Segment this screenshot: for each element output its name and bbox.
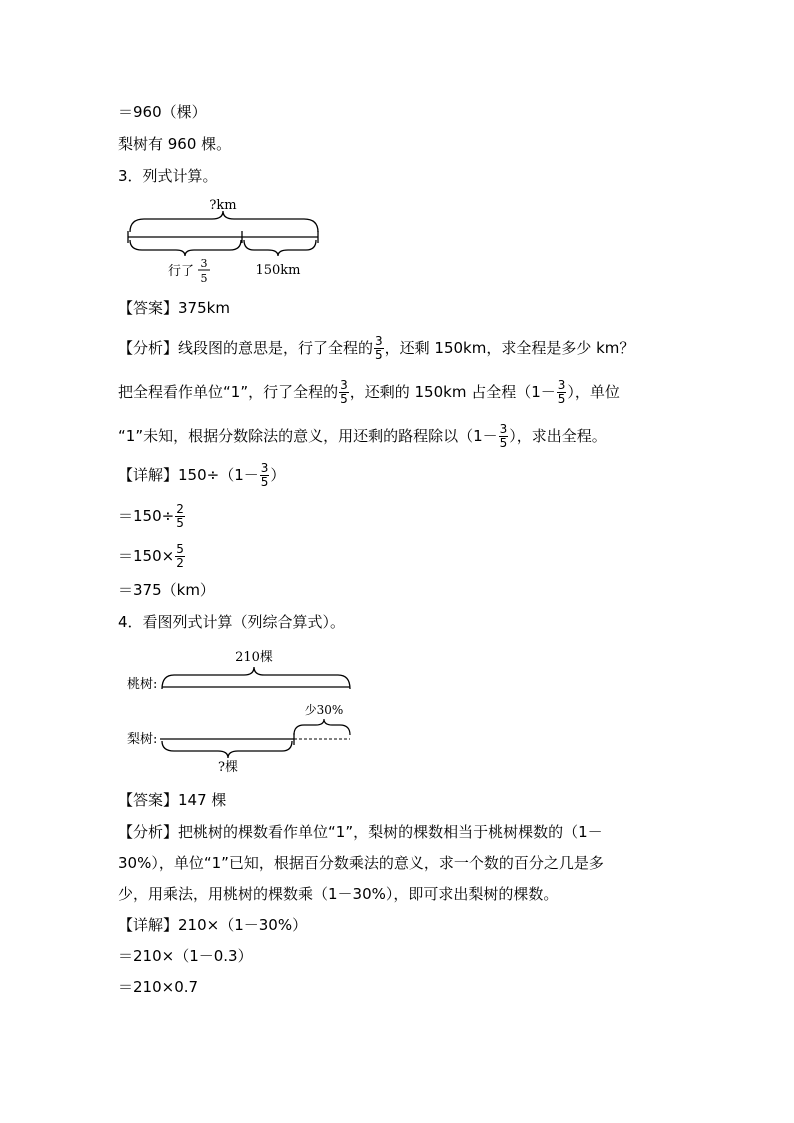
fraction <box>175 543 185 570</box>
line-segment-diagram-4 <box>124 645 364 775</box>
detail-4-line-2: ＝210×（1－0.3） <box>118 947 253 965</box>
text-span: ，还剩的 150km 占全程（1－ <box>349 383 556 401</box>
detail-3-line-3 <box>118 543 186 570</box>
answer-3: 【答案】375km <box>118 299 230 317</box>
traveled-label: 行了 <box>168 264 195 279</box>
right-brace <box>244 240 316 256</box>
less-brace <box>294 719 350 735</box>
text-span: ＝150× <box>118 547 175 565</box>
text-span: 【分析】线段图的意思是，行了全程的 <box>118 339 374 357</box>
fraction-numerator: 3 <box>260 461 269 475</box>
fraction-denominator: 5 <box>557 392 566 406</box>
analysis-3-line-2 <box>118 379 620 406</box>
text-span: ，还剩 150km，求全程是多少 km？ <box>384 339 635 357</box>
fraction-denominator: 2 <box>176 556 184 570</box>
fraction-numerator: 3 <box>200 257 208 270</box>
peach-row-label: 桃树: <box>127 677 158 692</box>
text-span: ＝150÷ <box>118 507 175 525</box>
detail-3-result: ＝375（km） <box>118 581 215 599</box>
top-brace <box>130 211 318 232</box>
fraction-denominator: 5 <box>260 475 269 489</box>
analysis-3-line-3 <box>118 423 607 450</box>
line-segment-diagram-3 <box>120 192 330 282</box>
fraction-numerator: 3 <box>340 378 348 392</box>
peach-top-brace <box>162 667 350 689</box>
question-4: 4．看图列式计算（列综合算式）。 <box>118 613 346 631</box>
fraction <box>260 462 270 489</box>
remaining-distance-label: 150km <box>255 263 301 278</box>
less-percent-label: 少30% <box>304 703 344 717</box>
detail-4-line-3: ＝210×0.7 <box>118 978 199 996</box>
answer-4: 【答案】147 棵 <box>118 791 227 809</box>
analysis-3-line-1 <box>118 335 634 362</box>
left-brace <box>130 240 241 256</box>
fraction <box>557 379 567 406</box>
text-span: ） <box>270 466 286 484</box>
analysis-4-line-3: 少，用乘法，用桃树的棵数乘（1－30%），即可求出梨树的棵数。 <box>118 885 559 903</box>
detail-4-line-1: 【详解】210×（1－30%） <box>118 916 308 934</box>
fraction-denominator: 5 <box>375 348 383 362</box>
text-span: “1”未知，根据分数除法的意义，用还剩的路程除以（1－ <box>118 427 498 445</box>
peach-total-label: 210棵 <box>235 650 273 665</box>
text-span: ），求出全程。 <box>509 427 607 445</box>
detail-3-line-1 <box>118 462 285 489</box>
calc-line: ＝960（棵） <box>118 103 207 121</box>
analysis-4-line-1: 【分析】把桃树的棵数看作单位“1”，梨树的棵数相当于桃树棵数的（1－ <box>118 823 603 841</box>
fraction-numerator: 3 <box>499 422 508 436</box>
fraction <box>374 335 384 362</box>
analysis-4-line-2: 30%），单位“1”已知，根据百分数乘法的意义，求一个数的百分之几是多 <box>118 854 604 872</box>
text-span: 把全程看作单位“1”，行了全程的 <box>118 383 339 401</box>
result-sentence: 梨树有 960 棵。 <box>118 135 232 153</box>
fraction-numerator: 3 <box>375 334 383 348</box>
fraction-denominator: 5 <box>340 392 348 406</box>
detail-3-line-2 <box>118 503 186 530</box>
fraction <box>339 379 349 406</box>
fraction-denominator: 5 <box>200 272 208 282</box>
total-distance-label: ?km <box>209 198 237 213</box>
fraction <box>499 423 509 450</box>
fraction-numerator: 5 <box>176 542 184 556</box>
pear-row-label: 梨树: <box>127 732 158 747</box>
fraction-numerator: 2 <box>176 502 184 516</box>
fraction-denominator: 5 <box>499 436 508 450</box>
pear-bottom-brace <box>162 741 292 758</box>
pear-unknown-label: ?棵 <box>218 760 238 775</box>
text-span: 【详解】150÷（1－ <box>118 466 259 484</box>
fraction-denominator: 5 <box>176 516 184 530</box>
fraction-numerator: 3 <box>557 378 566 392</box>
text-span: ），单位 <box>567 383 620 401</box>
fraction <box>175 503 185 530</box>
question-3: 3．列式计算。 <box>118 167 218 185</box>
